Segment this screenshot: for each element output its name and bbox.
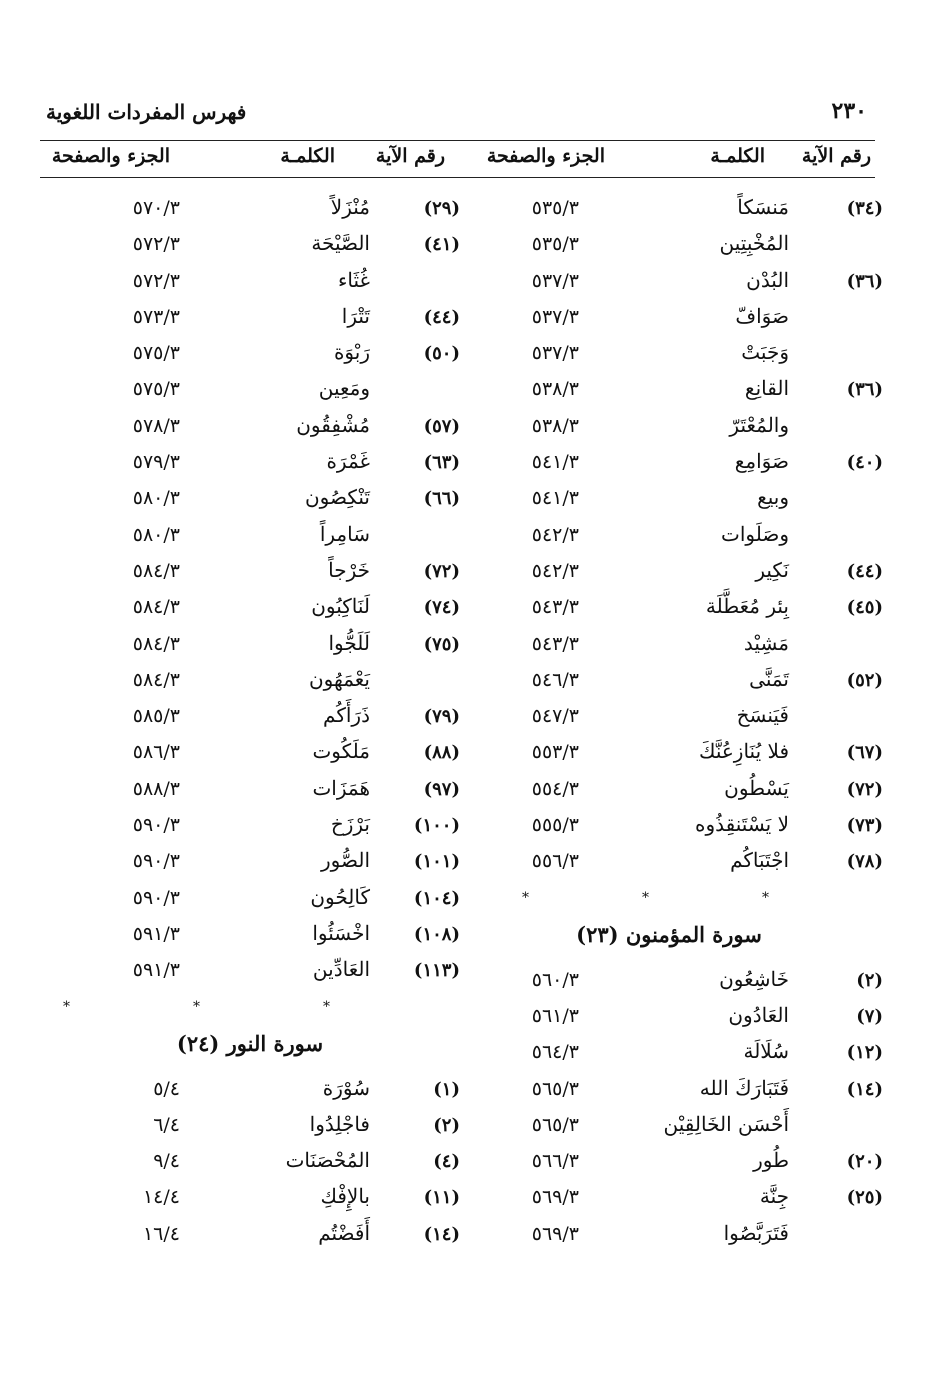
index-word: مَلَكُوت [312, 739, 370, 764]
index-row [40, 1218, 460, 1254]
index-word: ومَعِين [318, 376, 370, 401]
verse-number: (٤٠) [846, 452, 883, 474]
index-word: فَتَرَبَّصُوا [723, 1220, 789, 1245]
volume-page: ٥٥٤/٣ [531, 777, 579, 800]
volume-page: ٥٨٤/٣ [132, 559, 180, 582]
index-word: القانِع [744, 376, 789, 401]
index-word: تَنْكِصُون [304, 485, 370, 510]
index-row [40, 410, 460, 446]
index-word: بَرْزَخ [330, 812, 370, 837]
index-row [459, 1073, 883, 1109]
index-word: الصَّيْحَة [311, 231, 370, 256]
heading-verse-right: رقم الآية [801, 145, 871, 167]
verse-number: (١١٣) [413, 960, 460, 982]
index-row [40, 954, 460, 990]
verse-number: (٧٨) [846, 851, 883, 873]
star-ornament: * [193, 998, 200, 1015]
column-headings [40, 140, 875, 178]
section-divider-stars [40, 991, 460, 1027]
surah-title: سورة النور (٢٤) [176, 1030, 324, 1056]
volume-page: ٥٣٧/٣ [531, 305, 579, 328]
volume-page: ٥٤١/٣ [531, 451, 579, 474]
star-ornament: * [323, 998, 330, 1015]
verse-number: (٥٠) [423, 343, 460, 365]
index-word: والمُعْتَرّ [729, 412, 789, 437]
verse-number: (٥٢) [846, 669, 883, 691]
index-word: أَحْسَن الخَالِقِيْن [663, 1111, 789, 1136]
volume-page: ٥٤٢/٣ [531, 559, 579, 582]
index-word: هَمَزَات [312, 775, 370, 800]
index-row [40, 373, 460, 409]
volume-page: ٥٧٨/٣ [132, 414, 180, 437]
index-row [40, 882, 460, 918]
index-row [459, 1145, 883, 1181]
verse-number: (٧٢) [846, 778, 883, 800]
verse-number: (٣٤) [846, 198, 883, 219]
index-word: أَفَضْتُم [318, 1220, 370, 1245]
index-row [40, 591, 460, 627]
index-row [459, 410, 879, 446]
index-row [459, 337, 879, 373]
index-row [459, 446, 883, 482]
index-word: المُحْصَنَات [285, 1148, 370, 1173]
volume-page: ٥٩٠/٣ [132, 814, 180, 837]
volume-page: ٥٧٥/٣ [132, 342, 180, 365]
section-divider-stars [459, 882, 879, 918]
volume-page: ٥٩١/٣ [132, 922, 180, 945]
index-word: البُدْن [746, 267, 789, 292]
index-word: يَعْمَهُون [308, 666, 370, 691]
index-row [40, 664, 460, 700]
index-row [40, 482, 460, 518]
index-row [459, 628, 879, 664]
verse-number: (٤٤) [423, 306, 460, 328]
volume-page: ٥٣٨/٣ [531, 414, 579, 437]
index-row [459, 736, 883, 772]
index-row [459, 964, 883, 1000]
index-word: كَالِحُون [310, 884, 370, 909]
index-row [40, 192, 460, 228]
volume-page: ٥٥٣/٣ [531, 741, 579, 764]
verse-number: (٣٦) [846, 270, 883, 292]
verse-number: (٧٩) [423, 706, 460, 728]
index-word: مُشْفِقُون [296, 412, 370, 437]
index-word: وبيع [757, 485, 789, 510]
index-row [459, 1000, 883, 1036]
verse-number: (٤١) [423, 234, 460, 256]
index-word: الصُّور [321, 848, 370, 873]
volume-page: ٥٦٥/٣ [531, 1113, 579, 1136]
index-word: ذَرَأَكُم [323, 703, 370, 728]
index-row [459, 1218, 879, 1254]
index-word: فَتَبَارَكَ الله [699, 1075, 789, 1100]
index-word: سُلَالَة [743, 1039, 789, 1064]
right-column [459, 192, 883, 1292]
verse-number: (٧) [856, 1005, 883, 1027]
index-row [40, 1109, 460, 1145]
index-row [40, 628, 460, 664]
volume-page: ٦/٤ [153, 1113, 180, 1136]
verse-number: (٤) [433, 1151, 460, 1173]
verse-number: (١٤) [423, 1223, 460, 1245]
index-row [459, 301, 879, 337]
left-column [40, 192, 460, 1292]
index-row [459, 1036, 883, 1072]
index-row [40, 1181, 460, 1217]
index-word: بالإِفْكِ [320, 1184, 370, 1209]
index-row [459, 845, 883, 881]
volume-page: ٥٨٠/٣ [132, 487, 180, 510]
index-word: فَيَنسَخ [736, 703, 789, 728]
volume-page: ٥٦٠/٣ [531, 968, 579, 991]
volume-page: ٥٦٩/٣ [531, 1186, 579, 1209]
index-row [459, 228, 879, 264]
verse-number: (٢) [856, 969, 883, 991]
verse-number: (٦٦) [423, 488, 460, 510]
index-row [40, 918, 460, 954]
volume-page: ٥٨٤/٣ [132, 632, 180, 655]
index-row [40, 446, 460, 482]
index-word: صَوَافّ [735, 303, 789, 328]
verse-number: (٤٤) [846, 560, 883, 582]
index-word: نَكِير [755, 557, 789, 582]
star-ornament: * [762, 889, 769, 906]
volume-page: ٥٣٥/٣ [531, 233, 579, 256]
index-row [40, 1145, 460, 1181]
index-row [459, 1181, 883, 1217]
index-row [40, 700, 460, 736]
index-row [459, 519, 879, 555]
verse-number: (١٠٨) [413, 923, 460, 945]
volume-page: ٥٦٩/٣ [531, 1222, 579, 1245]
index-row [40, 773, 460, 809]
index-word: غَمْرَة [326, 449, 370, 474]
volume-page: ٥٦١/٣ [531, 1004, 579, 1027]
volume-page: ٥٥٥/٣ [531, 814, 579, 837]
volume-page: ٥٨٠/٣ [132, 523, 180, 546]
star-ornament: * [522, 889, 529, 906]
verse-number: (١٠٠) [413, 815, 460, 837]
volume-page: ٥٧٥/٣ [132, 378, 180, 401]
index-word: لَنَاكِبُون [311, 594, 370, 619]
volume-page: ٥٣٨/٣ [531, 378, 579, 401]
index-word: فاجْلِدُوا [309, 1111, 370, 1136]
index-word: طُور [753, 1148, 789, 1173]
volume-page: ٥٩٠/٣ [132, 886, 180, 909]
index-word: خَرْجاً [328, 557, 370, 582]
heading-verse-left: رقم الآية [375, 145, 445, 167]
index-row [40, 301, 460, 337]
index-row [459, 555, 883, 591]
index-row [40, 845, 460, 881]
volume-page: ٥/٤ [153, 1077, 180, 1100]
index-row [459, 664, 883, 700]
volume-page: ٥٨٤/٣ [132, 668, 180, 691]
index-row [40, 555, 460, 591]
volume-page: ٥٦٤/٣ [531, 1041, 579, 1064]
index-word: رَبْوَة [333, 340, 370, 365]
index-row [459, 809, 883, 845]
index-row [459, 373, 883, 409]
index-word: وصَلَوات [721, 521, 789, 546]
volume-page: ٥٧٢/٣ [132, 233, 180, 256]
volume-page: ٥٧٩/٣ [132, 451, 180, 474]
index-word: سَامِراً [319, 521, 370, 546]
volume-page: ٥٦٥/٣ [531, 1077, 579, 1100]
verse-number: (١٢) [846, 1042, 883, 1064]
index-word: سُوْرَة [322, 1075, 370, 1100]
index-row [459, 192, 883, 228]
verse-number: (١٠٤) [413, 887, 460, 909]
verse-number: (٢) [433, 1114, 460, 1136]
volume-page: ٥٤٢/٣ [531, 523, 579, 546]
surah-title: سورة المؤمنون (٢٣) [576, 921, 762, 947]
volume-page: ٥٤١/٣ [531, 487, 579, 510]
volume-page: ١٤/٤ [142, 1186, 180, 1209]
index-word: وَجَبَتْ [741, 340, 789, 365]
verse-number: (٣٦) [846, 379, 883, 401]
volume-page: ٥٨٥/٣ [132, 705, 180, 728]
verse-number: (٢٠) [846, 1151, 883, 1173]
index-word: المُخْبِتِين [719, 231, 789, 256]
verse-number: (٦٣) [423, 452, 460, 474]
volume-page: ٥٤٣/٣ [531, 632, 579, 655]
index-row [40, 265, 460, 301]
index-word: غُثَاء [338, 267, 370, 292]
index-word: صَوَامِع [734, 449, 789, 474]
volume-page: ٥٨٦/٣ [132, 741, 180, 764]
verse-number: (٧٢) [423, 560, 460, 582]
verse-number: (١١) [423, 1187, 460, 1209]
index-word: العَادُون [728, 1002, 789, 1027]
volume-page: ٥٨٨/٣ [132, 777, 180, 800]
volume-page: ٥٩١/٣ [132, 959, 180, 982]
index-word: العَادِّين [312, 957, 370, 982]
index-word: لَلَجُّوا [328, 630, 370, 655]
index-row [40, 337, 460, 373]
verse-number: (٧٥) [423, 633, 460, 655]
verse-number: (٤٥) [846, 597, 883, 619]
star-ornament: * [63, 998, 70, 1015]
volume-page: ٥٤٧/٣ [531, 705, 579, 728]
index-word: يَسْطُون [724, 775, 789, 800]
heading-page-right: الجزء والصفحة [486, 145, 605, 167]
index-row [40, 809, 460, 845]
index-word: تَمَنَّى [749, 666, 789, 691]
index-row [459, 773, 883, 809]
heading-page-left: الجزء والصفحة [51, 145, 170, 167]
verse-number: (٥٧) [423, 415, 460, 437]
volume-page: ٥٧٣/٣ [132, 305, 180, 328]
index-row [40, 1073, 460, 1109]
volume-page: ٥٤٣/٣ [531, 596, 579, 619]
volume-page: ٥٣٥/٣ [531, 197, 579, 219]
volume-page: ٥٣٧/٣ [531, 269, 579, 292]
volume-page: ٩/٤ [153, 1150, 180, 1173]
index-word: مَنسَكاً [737, 195, 789, 219]
index-row [459, 700, 879, 736]
index-row [40, 736, 460, 772]
index-word: تَتْرَا [341, 303, 370, 328]
index-word: خَاشِعُون [719, 966, 789, 991]
verse-number: (٩٧) [423, 778, 460, 800]
volume-page: ٥٩٠/٣ [132, 850, 180, 873]
index-word: اخْسَئُوا [312, 920, 370, 945]
index-word: لا يَسْتَنقِذُوه [695, 812, 789, 837]
volume-page: ٥٤٦/٣ [531, 668, 579, 691]
verse-number: (٢٩) [423, 198, 460, 219]
index-row [459, 265, 883, 301]
verse-number: (١) [433, 1078, 460, 1100]
verse-number: (٧٣) [846, 815, 883, 837]
verse-number: (١٠١) [413, 851, 460, 873]
verse-number: (١٤) [846, 1078, 883, 1100]
volume-page: ٥٧٢/٣ [132, 269, 180, 292]
running-title: فهرس المفردات اللغوية [46, 100, 247, 124]
volume-page: ٥٣٧/٣ [531, 342, 579, 365]
volume-page: ١٦/٤ [142, 1222, 180, 1245]
index-row [459, 482, 879, 518]
index-word: جِنَّة [759, 1184, 789, 1209]
page-number: ٢٣٠ [831, 98, 867, 124]
page-header [40, 98, 875, 128]
index-row [459, 1109, 879, 1145]
index-row [40, 228, 460, 264]
volume-page: ٥٥٦/٣ [531, 850, 579, 873]
heading-word-right: الكلمـة [710, 145, 765, 167]
index-word: اجْتَبَاكُم [730, 848, 789, 873]
index-row [459, 591, 883, 627]
index-word: فلا يُنَازِعُنَّكَ [698, 739, 789, 764]
heading-word-left: الكلمـة [280, 145, 335, 167]
index-word: مُنْزَلاً [330, 195, 370, 219]
volume-page: ٥٦٦/٣ [531, 1150, 579, 1173]
index-word: مَشِيْد [743, 630, 789, 655]
verse-number: (٨٨) [423, 742, 460, 764]
volume-page: ٥٨٤/٣ [132, 596, 180, 619]
star-ornament: * [642, 889, 649, 906]
volume-page: ٥٧٠/٣ [132, 197, 180, 219]
verse-number: (٦٧) [846, 742, 883, 764]
index-word: بِئر مُعَطَّلَة [705, 594, 789, 619]
verse-number: (٢٥) [846, 1187, 883, 1209]
index-row [40, 519, 460, 555]
verse-number: (٧٤) [423, 597, 460, 619]
